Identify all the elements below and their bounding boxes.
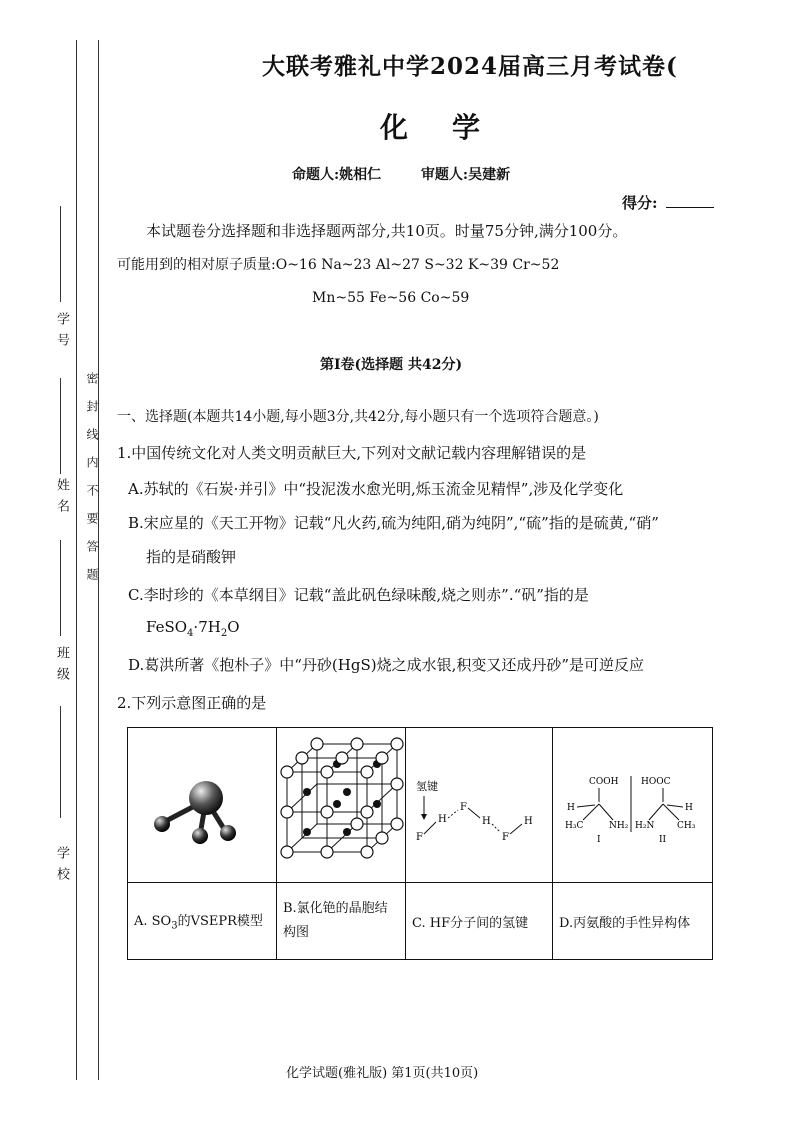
section1-heading: 一、选择题(本题共14小题,每小题3分,共42分,每小题只有一个选项符合题意。) [117,409,599,425]
q2-figure-table [127,727,713,960]
amino-left: NH₂ [609,821,629,831]
q1-option-b-line1: B.宋应星的《天工开物》记载“凡火药,硫为纯阳,硝为纯阴”,“硫”指的是硫黄,“硝” [128,514,659,532]
setter: 命题人:姚相仁 [292,167,382,183]
formula-part: ·7H [193,618,221,636]
intro-line: 本试题卷分选择题和非选择题两部分,共10页。时量75分钟,满分100分。 [146,222,628,240]
atomic-masses-line2: Mn~55 Fe~56 Co~59 [312,290,470,306]
score-blank[interactable] [666,207,714,208]
page-footer: 化学试题(雅礼版) 第1页(共10页) [286,1066,479,1081]
fig-c-label: 氢键 [416,780,438,793]
part1-heading: 第Ⅰ卷(选择题 共42分) [320,357,463,373]
atom-h: H [685,803,693,813]
q1-option-c-line1: C.李时珍的《本草纲目》记载“盖此矾色绿味酸,烧之则赤”.“矾”指的是 [128,586,589,604]
q1-option-c-formula [146,618,240,639]
atom-h: H [482,816,491,827]
option-a-text: 的VSEPR模型 [177,914,263,930]
name-blank [60,378,61,474]
formula-part: O [227,618,240,636]
formula-sub: 4 [187,628,194,639]
score-label: 得分: [622,194,658,212]
authors-line [292,164,510,184]
reviewer: 审题人:吴建新 [420,167,511,183]
isomer-ii: II [659,835,667,845]
exam-title: 大联考雅礼中学2024届高三月考试卷( [262,53,678,80]
cscl-lattice-icon [277,728,405,878]
methyl-left: H₃C [565,821,584,831]
option-d-cell: D.丙氨酸的手性异构体 [553,883,713,960]
name-label: 姓 名 [54,478,69,515]
fig-b-cell [277,728,406,883]
isomer-i: I [597,835,601,845]
binding-line-outer [76,40,77,1080]
formula-sub: 2 [220,628,228,639]
student-no-label: 学 号 [54,312,69,349]
amino-right: H₂N [635,821,655,831]
q1-option-a: A.苏轼的《石炭·并引》中“投泥泼水愈光明,烁玉流金见精悍”,涉及化学变化 [128,480,624,498]
seal-line-note: 密封线内不要答题 [85,372,99,596]
option-b-cell: B.氯化铯的晶胞结构图 [277,883,406,960]
cooh-right: HOOC [641,777,671,787]
class-blank [60,540,61,636]
option-a-sub: 3 [171,920,178,932]
option-c-cell: C. HF分子间的氢键 [406,883,553,960]
cooh-left: COOH [589,777,619,787]
formula-part: FeSO [146,618,188,636]
q1-option-d: D.葛洪所著《抱朴子》中“丹砂(HgS)烧之成水银,积变又还成丹砂”是可逆反应 [128,656,645,674]
q1-stem: 1.中国传统文化对人类文明贡献巨大,下列对文献记载内容理解错误的是 [117,444,587,462]
fig-c-cell [406,728,553,883]
school-label: 学 校 [54,846,69,883]
atomic-masses-line1: 可能用到的相对原子质量:O~16 Na~23 Al~27 S~32 K~39 Cr~52 [117,257,560,273]
fig-a-cell [128,728,277,883]
option-a-text: A. SO [134,914,172,930]
school-blank [60,706,61,818]
q2-stem: 2.下列示意图正确的是 [117,694,267,712]
atom-f: F [416,832,423,843]
atom-h: H [567,803,575,813]
hf-hydrogen-bond-diagram [406,728,552,878]
q1-option-b-line2: 指的是硝酸钾 [146,548,237,566]
student-no-blank [60,206,61,302]
atom-h: H [438,814,447,825]
methyl-right: CH₃ [677,821,696,831]
alanine-enantiomers-diagram [553,728,709,878]
atom-f: F [502,832,509,843]
so3-vsepr-model-icon [128,728,276,878]
atom-f: F [460,802,467,813]
subject-title: 化学 [380,111,525,144]
option-a-cell [128,883,277,960]
atom-h: H [524,816,533,827]
fig-d-cell [553,728,713,883]
class-label: 班 级 [54,646,69,683]
